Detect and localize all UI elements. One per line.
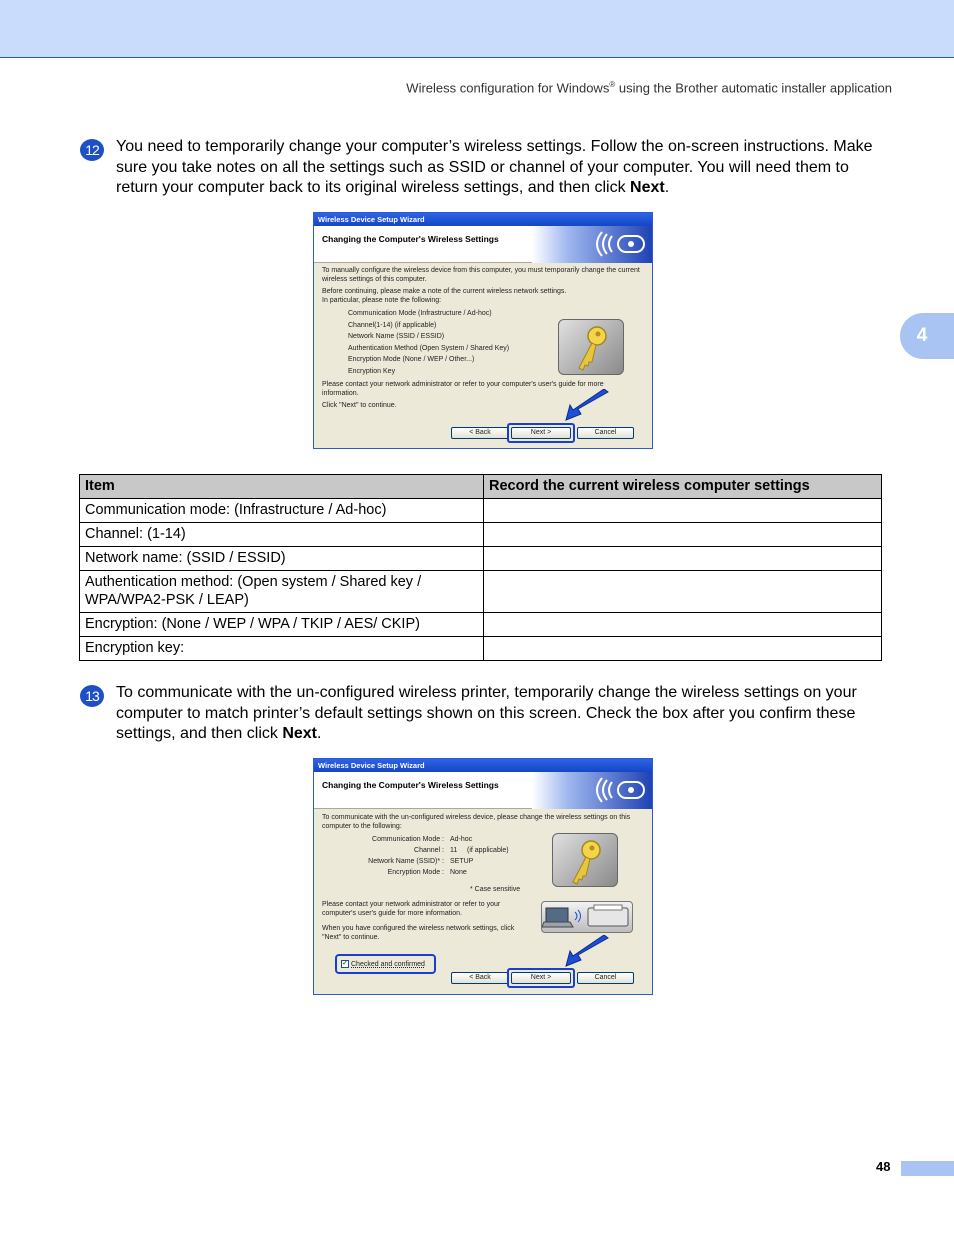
dialog-1-header [314,226,652,263]
laptop-printer-icon [542,902,632,932]
page-number: 48 [876,1159,891,1174]
key-icon [563,838,607,886]
table-cell-item: Encryption key: [80,637,484,661]
column-header-record: Record the current wireless computer settings [484,475,882,499]
note-item: Communication Mode (Infrastructure / Ad-hoc) [348,310,492,317]
case-sensitive-note: * Case sensitive [470,886,521,893]
header-suffix: using the Brother automatic installer application [615,80,892,96]
table-cell-item: Channel: (1-14) [80,523,484,547]
setting-value: None [450,869,467,876]
running-header [406,80,892,95]
table-cell-record[interactable] [484,613,882,637]
table-cell-item: Authentication method: (Open system / Shared key / WPA/WPA2-PSK / LEAP) [80,571,484,613]
dialog-1-para-1: To manually configure the wireless device from this computer, you must temporarily change the current wireless settings of this computer. [322,267,640,283]
page-number-bar [901,1161,954,1176]
step-12 [80,137,895,199]
chapter-tab: 4 [900,313,954,359]
step-12-body: You need to temporarily change your computer’s wireless settings. Follow the on-screen instructions. Make sure you take notes on all the settings such as SSID or channel of your computer. You will need them to return your computer back to its original wireless settings, and then click [116,138,873,196]
dialog-1-para-5: Click "Next" to continue. [322,402,397,409]
column-header-item: Item [80,475,484,499]
table-header-row [80,475,882,499]
key-image [552,833,618,887]
dialog-2-para-2: Please contact your network administrator or refer to your computer's user's guide for more information. [322,901,501,917]
dialog-1-title: Wireless Device Setup Wizard [314,213,652,226]
step-13-text [116,683,895,745]
header-prefix: Wireless configuration for Windows [406,80,610,96]
dialog-1-para-2: Before continuing, please make a note of the current wireless network settings. [322,288,567,295]
step-12-text [116,137,895,199]
key-icon [569,324,613,372]
table-cell-item: Encryption: (None / WEP / WPA / TKIP / AES/ CKIP) [80,613,484,637]
step-number-12: 12 [80,139,104,161]
back-button[interactable]: < Back [451,972,509,984]
wireless-banner [532,772,652,809]
setting-label: Channel : [414,847,444,854]
note-item: Network Name (SSID / ESSID) [348,333,445,340]
dialog-2-title: Wireless Device Setup Wizard [314,759,652,772]
dialog-2-para-3: When you have configured the wireless network settings, click "Next" to continue. [322,925,515,941]
note-item: Encryption Mode (None / WEP / Other...) [348,356,475,363]
step-13 [80,683,895,745]
step-number-13: 13 [80,685,104,707]
table-row [80,613,882,637]
table-cell-record[interactable] [484,547,882,571]
table-row [80,547,882,571]
dialog-1-para-4: Please contact your network administrator or refer to your computer's user's guide for more information. [322,381,604,397]
top-band [0,0,954,58]
step-13-next-bold: Next [282,725,317,742]
table-cell-record[interactable] [484,523,882,547]
setting-label: Communication Mode : [372,836,444,843]
wizard-dialog-1 [313,212,653,449]
laptop-printer-image [541,901,633,933]
wireless-banner [532,226,652,263]
table-row [80,637,882,661]
checked-confirmed-checkbox[interactable] [341,960,425,968]
setting-value: SETUP [450,858,474,865]
dialog-2-para-1: To communicate with the un-configured wireless device, please change the wireless settings on this computer to the following: [322,814,631,830]
next-button[interactable]: Next > [511,427,571,439]
dialog-2-header [314,772,652,809]
arrow-icon [564,935,610,969]
note-item: Encryption Key [348,367,396,375]
step-12-period: . [664,179,670,196]
next-button[interactable]: Next > [511,972,571,984]
wireless-logo-icon [588,229,648,259]
table-cell-record[interactable] [484,637,882,661]
cancel-button[interactable]: Cancel [577,972,634,984]
key-image [558,319,624,375]
setting-label: Network Name (SSID)* : [368,858,444,865]
registered-mark: ® [609,80,616,89]
wizard-dialog-2 [313,758,653,995]
table-cell-item: Communication mode: (Infrastructure / Ad-hoc) [80,499,484,523]
table-row [80,499,882,523]
arrow-icon [564,389,610,423]
table-cell-record[interactable] [484,499,882,523]
table-row [80,571,882,613]
dialog-2-heading: Changing the Computer's Wireless Settings [322,780,499,790]
cancel-button[interactable]: Cancel [577,427,634,439]
settings-record-table [79,474,882,661]
checkbox-checked-icon[interactable]: ✓ [342,960,348,967]
setting-label: Encryption Mode : [387,869,444,876]
setting-value: 11 (if applicable) [450,847,509,854]
note-item: Channel(1-14) (if applicable) [348,321,437,329]
dialog-1-heading: Changing the Computer's Wireless Settings [322,234,499,244]
note-item: Authentication Method (Open System / Shared Key) [348,344,510,352]
table-cell-record[interactable] [484,571,882,613]
back-button[interactable]: < Back [451,427,509,439]
step-12-next-bold: Next [630,179,665,196]
table-cell-item: Network name: (SSID / ESSID) [80,547,484,571]
table-row [80,523,882,547]
checkbox-label: Checked and confirmed [351,960,425,968]
step-13-period: . [317,725,322,742]
dialog-1-para-3: In particular, please note the following: [322,297,442,304]
wireless-logo-icon [588,775,648,805]
setting-value: Ad-hoc [450,836,473,843]
step-13-body: To communicate with the un-configured wireless printer, temporarily change the wireless settings on your computer to match printer’s default settings shown on this screen. Check the box after you confirm these settings, and then click [116,684,857,742]
